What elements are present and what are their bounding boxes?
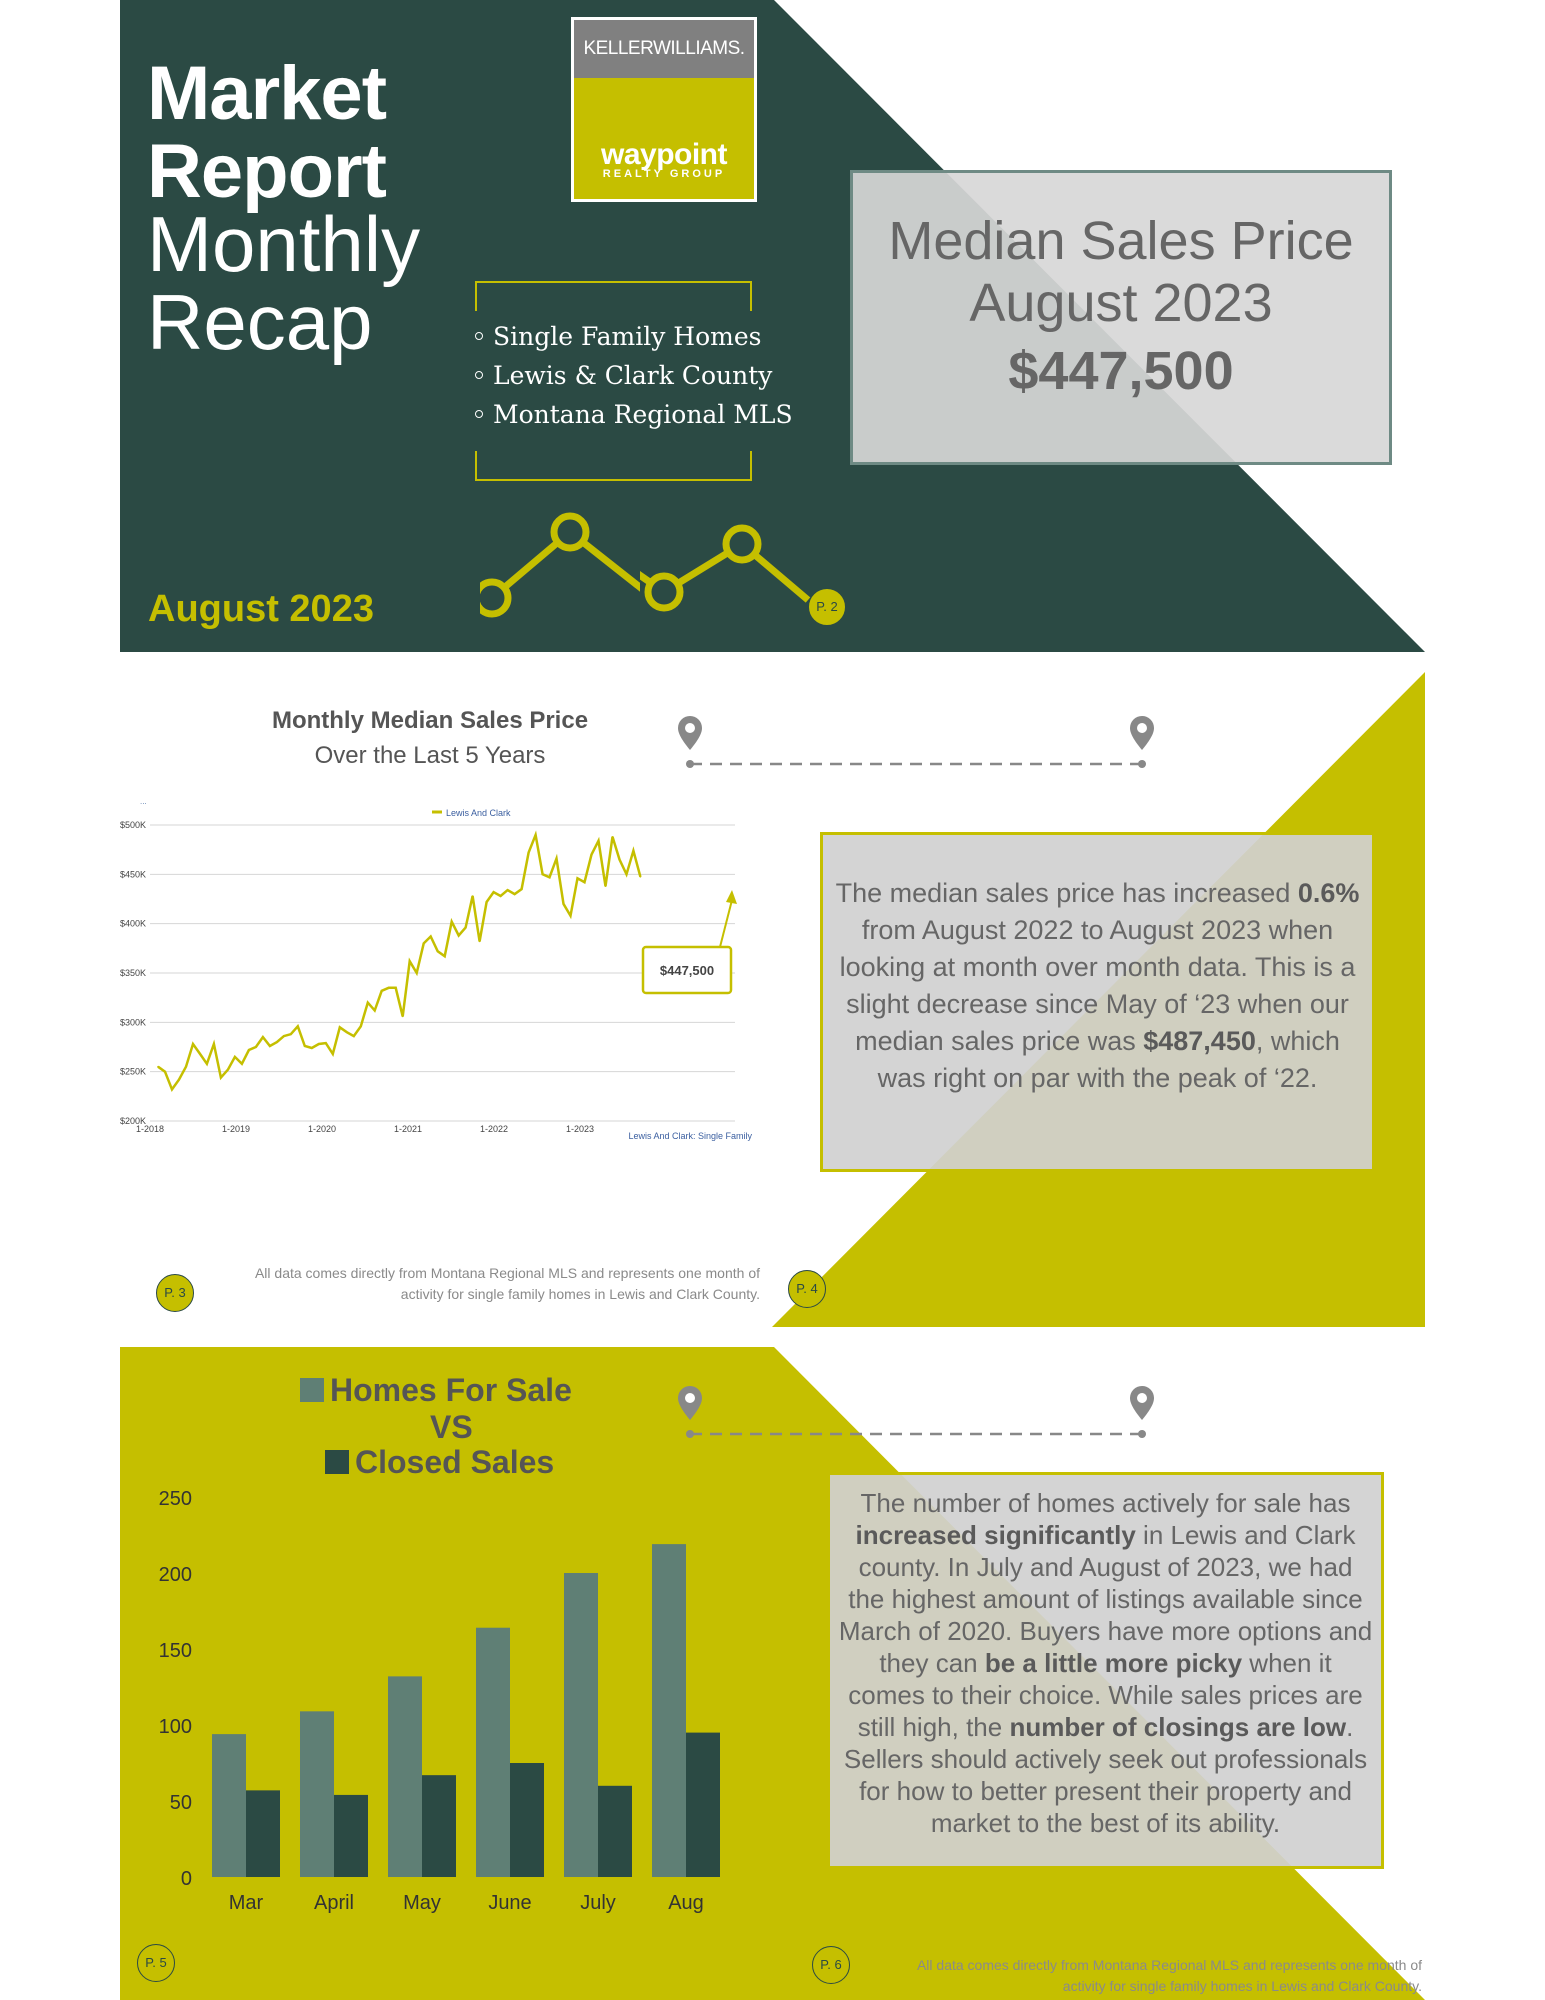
legend-label: Homes For Sale <box>330 1372 572 1408</box>
data-point <box>206 1063 208 1065</box>
data-point <box>178 1079 180 1081</box>
location-connector <box>670 1382 1190 1462</box>
data-point <box>619 859 621 861</box>
data-point <box>395 987 397 989</box>
data-point <box>416 972 418 974</box>
data-point <box>381 990 383 992</box>
bracket-top <box>475 281 752 311</box>
page-badge[interactable]: P. 4 <box>788 1270 826 1308</box>
chart-legend: Lewis And Clark <box>446 808 511 818</box>
legend-label: Closed Sales <box>355 1444 555 1480</box>
legend-homes-for-sale <box>300 1372 572 1409</box>
description-segment: in Lewis and Clark county. In July and August of 2023, we had the highest amount of listings available since March of 2020. Buyers have more options and they can <box>838 1520 1373 1678</box>
data-point <box>563 903 565 905</box>
data-point <box>549 877 551 879</box>
data-point <box>591 854 593 856</box>
data-point <box>521 888 523 890</box>
bullet-box <box>475 281 793 481</box>
company-logo <box>571 17 757 202</box>
data-point <box>444 955 446 957</box>
y-tick-label: 50 <box>169 1792 192 1814</box>
svg-text:...: ... <box>140 797 147 806</box>
description-segment: The number of homes actively for sale has <box>860 1488 1351 1518</box>
data-point <box>276 1041 278 1043</box>
x-tick-label: June <box>488 1892 532 1914</box>
map-pin-icon <box>1130 1386 1154 1420</box>
data-point <box>584 881 586 883</box>
highlight-date: August 2023 <box>969 273 1273 333</box>
data-point <box>360 1026 362 1028</box>
bar-closed-sales <box>598 1786 632 1877</box>
chart-title: Monthly Median Sales Price <box>271 707 589 734</box>
data-point <box>556 858 558 860</box>
y-tick-label: 0 <box>180 1868 192 1890</box>
page-badge[interactable]: P. 5 <box>137 1944 175 1982</box>
bar-closed-sales <box>422 1775 456 1877</box>
data-point <box>346 1031 348 1033</box>
y-tick-label: $450K <box>120 869 146 880</box>
data-point <box>192 1043 194 1045</box>
description-segment: The median sales price has increased <box>835 878 1298 908</box>
bar-homes-for-sale <box>652 1544 686 1877</box>
data-point <box>507 889 509 891</box>
logo-brand-top: KELLERWILLIAMS. <box>574 20 754 78</box>
description-emphasis: increased significantly <box>855 1520 1136 1550</box>
data-point <box>535 834 537 836</box>
data-point <box>598 840 600 842</box>
data-point <box>255 1046 257 1048</box>
bullet-text: Montana Regional MLS <box>493 400 793 429</box>
median-price-section <box>120 672 1425 1327</box>
description-text <box>836 878 1360 1093</box>
bullet-item <box>475 400 793 429</box>
data-point <box>290 1033 292 1035</box>
y-tick-label: $400K <box>120 918 146 929</box>
legend-swatch <box>300 1378 324 1402</box>
data-point <box>234 1056 236 1058</box>
bracket-bottom <box>475 451 752 481</box>
bullet-icon <box>475 371 483 379</box>
data-point <box>542 874 544 876</box>
bar-closed-sales <box>246 1790 280 1877</box>
x-tick-label: 1-2018 <box>135 1124 165 1134</box>
title-recap: Recap <box>147 278 373 366</box>
y-tick-label: $300K <box>120 1017 146 1028</box>
chart-subtitle: Over the Last 5 Years <box>314 742 546 769</box>
bullet-icon <box>475 332 483 340</box>
data-point <box>577 878 579 880</box>
bullet-text: Single Family Homes <box>493 322 762 351</box>
description-emphasis: $487,450 <box>1143 1026 1256 1056</box>
x-tick-label: 1-2020 <box>307 1124 337 1134</box>
median-price-highlight <box>850 170 1392 465</box>
data-point <box>227 1069 229 1071</box>
data-point <box>332 1053 334 1055</box>
data-point <box>486 901 488 903</box>
bullet-item <box>475 361 775 390</box>
header-section <box>120 0 1425 652</box>
highlight-label: Median Sales Price <box>888 211 1354 271</box>
data-point <box>423 943 425 945</box>
x-tick-label: 1-2022 <box>479 1124 509 1134</box>
data-point <box>500 895 502 897</box>
chart-source-label: Lewis And Clark: Single Family <box>628 1131 752 1141</box>
data-point <box>493 891 495 893</box>
line-graphic-icon <box>480 500 640 630</box>
data-point <box>374 1010 376 1012</box>
y-tick-label: $250K <box>120 1066 146 1077</box>
description-segment: when it comes to their choice. While sales prices are still high, the <box>848 1648 1363 1742</box>
y-tick-label: $350K <box>120 968 146 978</box>
bar-closed-sales <box>510 1763 544 1877</box>
data-point <box>430 936 432 938</box>
data-point <box>465 927 467 929</box>
median-price-description <box>820 832 1375 1172</box>
data-point <box>325 1042 327 1044</box>
description-segment: , which was right on par with the peak of ‘22. <box>877 1026 1340 1093</box>
inventory-description <box>827 1472 1384 1869</box>
title-monthly: Monthly <box>147 200 421 288</box>
bar-homes-for-sale <box>388 1676 422 1877</box>
data-point <box>283 1035 285 1037</box>
data-point <box>353 1035 355 1037</box>
bar-homes-for-sale <box>212 1734 246 1877</box>
data-point <box>199 1053 201 1055</box>
data-point <box>185 1066 187 1068</box>
data-point <box>514 893 516 895</box>
y-tick-label: 100 <box>158 1716 192 1738</box>
data-point <box>640 876 642 878</box>
chart-callout: $447,500 <box>659 963 715 978</box>
data-point <box>388 987 390 989</box>
description-emphasis: be a little more picky <box>984 1648 1243 1678</box>
highlight-value: $447,500 <box>1008 341 1234 401</box>
data-source-note: All data comes directly from Montana Regional MLS and represents one month of activity for single family homes in Lewis and Clark County. <box>254 1265 760 1302</box>
data-point <box>311 1047 313 1049</box>
data-point <box>318 1043 320 1045</box>
data-point <box>241 1063 243 1065</box>
logo-brand-main: waypoint <box>600 138 727 171</box>
data-point <box>248 1049 250 1051</box>
data-point <box>570 915 572 917</box>
series-line <box>158 835 640 1090</box>
bar-homes-for-sale <box>476 1628 510 1877</box>
title-market: Market <box>147 51 386 136</box>
data-point <box>402 1016 404 1018</box>
data-point <box>605 885 607 887</box>
description-emphasis: number of closings are low <box>1009 1712 1347 1742</box>
data-point <box>528 852 530 854</box>
x-tick-label: 1-2019 <box>221 1124 251 1134</box>
bullet-text: Lewis & Clark County <box>493 361 773 390</box>
data-point <box>220 1077 222 1079</box>
data-point <box>262 1036 264 1038</box>
data-point <box>451 921 453 923</box>
data-point <box>612 836 614 838</box>
data-point <box>626 874 628 876</box>
bar-homes-for-sale <box>564 1573 598 1877</box>
map-pin-icon <box>1130 716 1154 750</box>
bullet-icon <box>475 410 483 418</box>
y-tick-label: 250 <box>158 1488 192 1510</box>
report-date: August 2023 <box>148 588 374 630</box>
inventory-bar-chart <box>120 1467 770 1927</box>
median-price-line-chart <box>120 792 760 1152</box>
bar-homes-for-sale <box>300 1711 334 1877</box>
data-point <box>479 941 481 943</box>
x-tick-label: 1-2023 <box>565 1124 595 1134</box>
data-point <box>437 951 439 953</box>
data-point <box>213 1043 215 1045</box>
data-point <box>269 1045 271 1047</box>
y-tick-label: $200K <box>120 1116 146 1126</box>
page-badge[interactable]: P. 6 <box>812 1946 850 1984</box>
bullet-item <box>475 322 775 351</box>
data-point <box>472 895 474 897</box>
data-point <box>409 960 411 962</box>
y-tick-label: 150 <box>158 1640 192 1662</box>
data-point <box>633 850 635 852</box>
data-point <box>164 1071 166 1073</box>
page-badge[interactable]: P. 2 <box>808 588 846 626</box>
x-tick-label: April <box>313 1892 355 1914</box>
x-tick-label: May <box>403 1892 441 1914</box>
data-point <box>297 1026 299 1028</box>
description-segment: . Sellers should actively seek out professionals for how to better present their property and market to the best of its ability. <box>843 1712 1368 1838</box>
y-tick-label: 200 <box>158 1564 192 1586</box>
bar-closed-sales <box>334 1795 368 1877</box>
y-tick-label: $500K <box>120 820 146 830</box>
description-text <box>839 1488 1372 1838</box>
x-tick-label: Mar <box>228 1892 264 1914</box>
data-point <box>339 1027 341 1029</box>
page-badge[interactable]: P. 3 <box>156 1274 194 1312</box>
bar-closed-sales <box>686 1733 720 1877</box>
title-report: Report <box>147 129 386 214</box>
location-connector <box>670 712 1190 792</box>
x-tick-label: Aug <box>668 1892 704 1914</box>
inventory-section <box>120 1347 1425 2000</box>
logo-brand-sub: REALTY GROUP <box>602 168 726 180</box>
map-pin-icon <box>678 1386 702 1420</box>
data-point <box>304 1045 306 1047</box>
x-tick-label: 1-2021 <box>393 1124 423 1134</box>
description-emphasis: 0.6% <box>1297 878 1360 908</box>
description-segment: from August 2022 to August 2023 when looking at month over month data. This is a slight decrease since May of ‘23 when our median sales price was <box>839 915 1356 1056</box>
data-source-note: All data comes directly from Montana Regional MLS and represents one month of activity for single family homes in Lewis and Clark County. <box>916 1957 1422 1994</box>
data-point <box>458 935 460 937</box>
legend-vs: VS <box>430 1409 473 1445</box>
data-point <box>171 1089 173 1091</box>
data-point <box>157 1066 159 1068</box>
x-tick-label: July <box>580 1892 616 1914</box>
map-pin-icon <box>678 716 702 750</box>
data-point <box>367 1002 369 1004</box>
